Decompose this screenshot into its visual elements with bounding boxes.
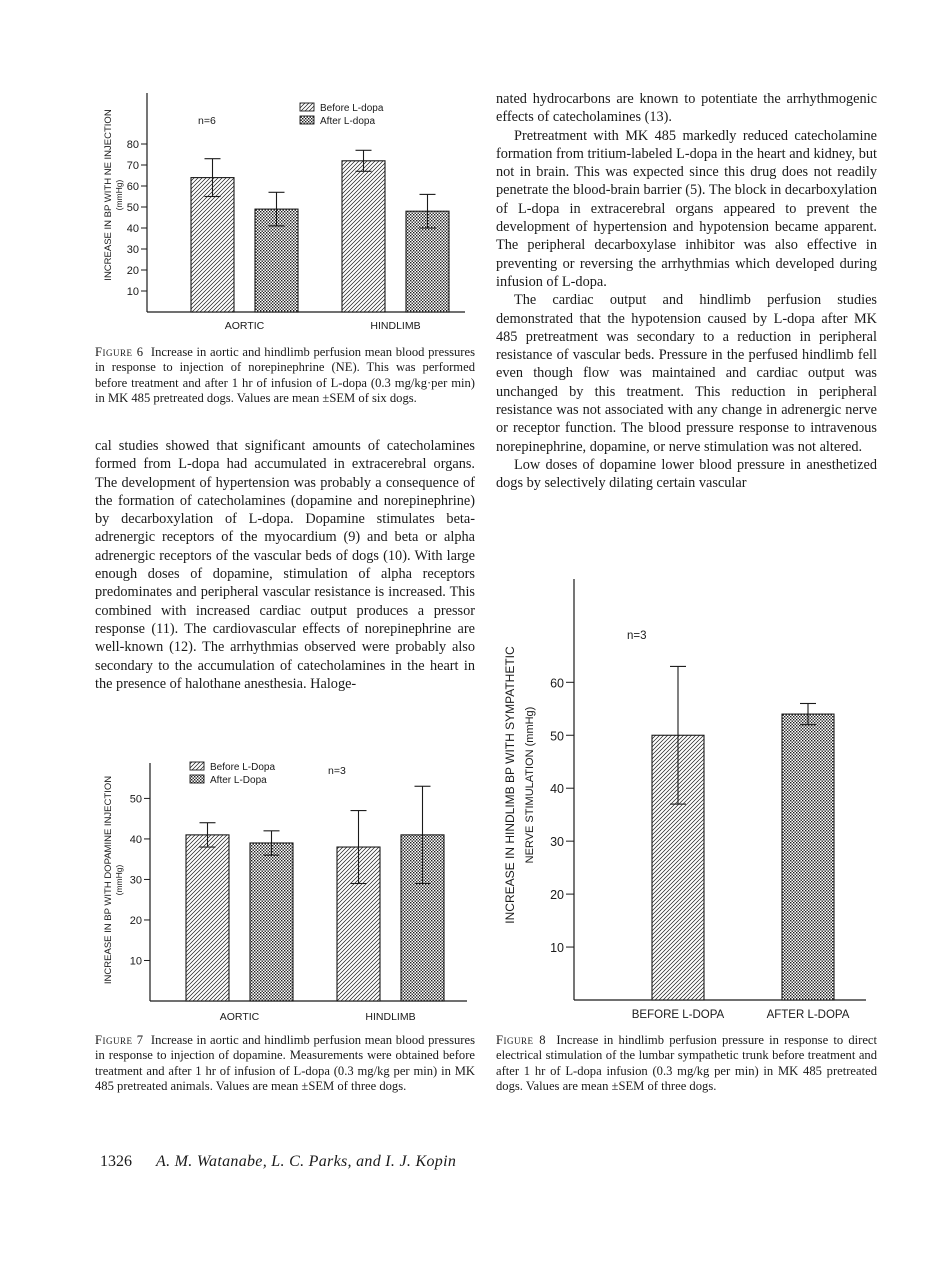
bar-0-0 xyxy=(186,835,229,1001)
body-right-paragraph-3: The cardiac output and hindlimb perfusion studies demonstrated that the hypotension caused by L-dopa after MK 485 pretreatment was secondary to a reduction in peripheral resistance of vascular beds. Pressure in the perfused hindlimb fell even though flow was maintained and cardiac output was unchanged by this treatment. This reduction in peripheral resistance was not associated with any change in adrenergic nerve or receptor function. The blood pressure response to intravenous norepinephrine, dopamine, or nerve stimulation was not altered. xyxy=(496,292,877,455)
body-right-column xyxy=(496,90,877,493)
figure-6-caption-text: Increase in aortic and hindlimb perfusion mean blood pressures in response to injection of norepinephrine (NE). This was performed before treatment and after 1 hr of infusion of L-dopa (0.3 mg/kg·per min) in MK 485 pretreated dogs. Values are mean ±SEM of six dogs. xyxy=(95,345,475,405)
y-tick-label: 30 xyxy=(126,244,139,256)
legend-label: Before L-Dopa xyxy=(210,762,276,773)
figure-8 xyxy=(496,575,886,1025)
legend-swatch xyxy=(300,103,314,111)
y-tick-label: 50 xyxy=(129,793,142,806)
category-label: BEFORE L-DOPA xyxy=(631,1009,725,1021)
figure-8-caption-text: Increase in hindlimb perfusion pressure in response to direct electrical stimulation of the lumbar sympathetic trunk before treatment and after 1 hr of L-dopa infusion (0.3 mg/kg per min) in MK 485 pretreated dogs. Values are mean ±SEM of three dogs. xyxy=(496,1033,878,1093)
figure-6 xyxy=(95,85,485,335)
y-tick-label: 60 xyxy=(126,181,139,193)
y-tick-label: 10 xyxy=(129,955,142,968)
body-right-paragraph-1: nated hydrocarbons are known to potentiate the arrhythmogenic effects of catecholamines (13). xyxy=(496,91,877,126)
y-axis-label: INCREASE IN HINDLIMB BP WITH SYMPATHETIC xyxy=(503,646,517,924)
n-annotation: n=3 xyxy=(627,630,647,642)
figure-8-caption-label: Figure 8 xyxy=(496,1033,546,1047)
page-footer xyxy=(100,1153,456,1171)
y-tick-label: 30 xyxy=(550,835,564,850)
y-tick-label: 20 xyxy=(129,914,142,927)
body-left-column xyxy=(95,437,475,693)
y-tick-label: 40 xyxy=(129,833,142,846)
y-axis-label: INCREASE IN BP WITH DOPAMINE INJECTION xyxy=(103,775,114,985)
figure-7-caption-text: Increase in aortic and hindlimb perfusion mean blood pressures in response to injection of dopamine. Measurements were obtained before treatment and after 1 hr of infusion of L-dopa (0.3 mg/kg per min) in MK 485 pretreated animals. Values are mean ±SEM of three dogs. xyxy=(95,1033,475,1093)
figure-6-chart xyxy=(95,85,485,335)
y-tick-label: 40 xyxy=(126,223,139,235)
category-label: HINDLIMB xyxy=(365,1011,416,1023)
body-right-paragraph-4: Low doses of dopamine lower blood pressure in anesthetized dogs by selectively dilating certain vascular xyxy=(496,456,877,492)
figure-6-caption xyxy=(95,345,475,406)
y-tick-label: 80 xyxy=(126,139,139,151)
y-tick-label: 20 xyxy=(550,888,564,903)
legend-label: After L-Dopa xyxy=(210,775,267,786)
figure-8-chart xyxy=(496,575,886,1025)
n-annotation: n=3 xyxy=(328,765,346,777)
legend-swatch xyxy=(190,762,204,770)
bar-0-0 xyxy=(191,178,234,312)
category-label: AORTIC xyxy=(219,1011,260,1023)
y-tick-label: 40 xyxy=(550,782,564,797)
authors: A. M. Watanabe, L. C. Parks, and I. J. Kopin xyxy=(156,1153,457,1170)
y-tick-label: 50 xyxy=(126,202,139,214)
category-label: HINDLIMB xyxy=(370,320,421,332)
n-annotation: n=6 xyxy=(198,115,216,127)
y-tick-label: 20 xyxy=(126,265,139,277)
figure-7-caption-label: Figure 7 xyxy=(95,1033,144,1047)
figure-6-caption-label: Figure 6 xyxy=(95,345,144,359)
legend-label: Before L-dopa xyxy=(320,103,384,114)
y-tick-label: 50 xyxy=(550,729,564,744)
legend-swatch xyxy=(190,775,204,783)
y-tick-label: 30 xyxy=(129,874,142,887)
figure-7-caption xyxy=(95,1033,475,1094)
bar-1 xyxy=(782,714,834,1000)
bar-0-1 xyxy=(250,843,293,1001)
category-label: AFTER L-DOPA xyxy=(766,1009,850,1021)
figure-7-chart xyxy=(95,755,485,1025)
y-tick-label: 10 xyxy=(126,286,139,298)
body-left-paragraph: cal studies showed that significant amounts of catecholamines formed from L-dopa had accumulated in extracerebral organs. The development of hypertension was probably a consequence of the formation of catecholamines (dopamine and norepinephrine) by decarboxylation of L-dopa. Dopamine stimulates beta-adrenergic receptors of the myocardium (9) and beta or alpha adrenergic receptors of the vascular beds of dogs (10). With large enough doses of dopamine, stimulation of alpha receptors predominates and peripheral vascular resistance is increased. This combined with increased cardiac output produces a pressor response (11). The cardiovascular effects of norepinephrine are well-known (12). The arrhythmias observed were probably also secondary to the accumulation of catecholamines in the heart in the presence of halothane anesthesia. Haloge- xyxy=(95,438,475,692)
y-axis-unit: (mmHg) xyxy=(114,864,124,896)
y-axis-label-2: NERVE STIMULATION (mmHg) xyxy=(524,706,536,864)
figure-8-caption xyxy=(496,1033,877,1094)
bar-1-0 xyxy=(342,161,385,312)
body-right-paragraph-2: Pretreatment with MK 485 markedly reduced catecholamine formation from tritium-labeled L-dopa in the heart and kidney, but not in brain. This was expected since this drug does not readily penetrate the blood-brain barrier (5). The block in decarboxylation of L-dopa in extracerebral organs appeared to prevent the development of hypertension and hypotension became apparent. The peripheral decarboxylase inhibitor was also effective in preventing or reversing the arrhythmias which developed during infusion of L-dopa. xyxy=(496,127,877,290)
legend-label: After L-dopa xyxy=(320,116,376,127)
figure-7 xyxy=(95,755,485,1025)
legend-swatch xyxy=(300,116,314,124)
category-label: AORTIC xyxy=(224,320,265,332)
y-tick-label: 60 xyxy=(550,676,564,691)
y-tick-label: 10 xyxy=(550,941,564,956)
y-tick-label: 70 xyxy=(126,160,139,172)
y-axis-label: INCREASE IN BP WITH NE INJECTION xyxy=(103,109,114,281)
page-number: 1326 xyxy=(100,1153,132,1170)
y-axis-unit: (mmHg) xyxy=(114,179,124,211)
